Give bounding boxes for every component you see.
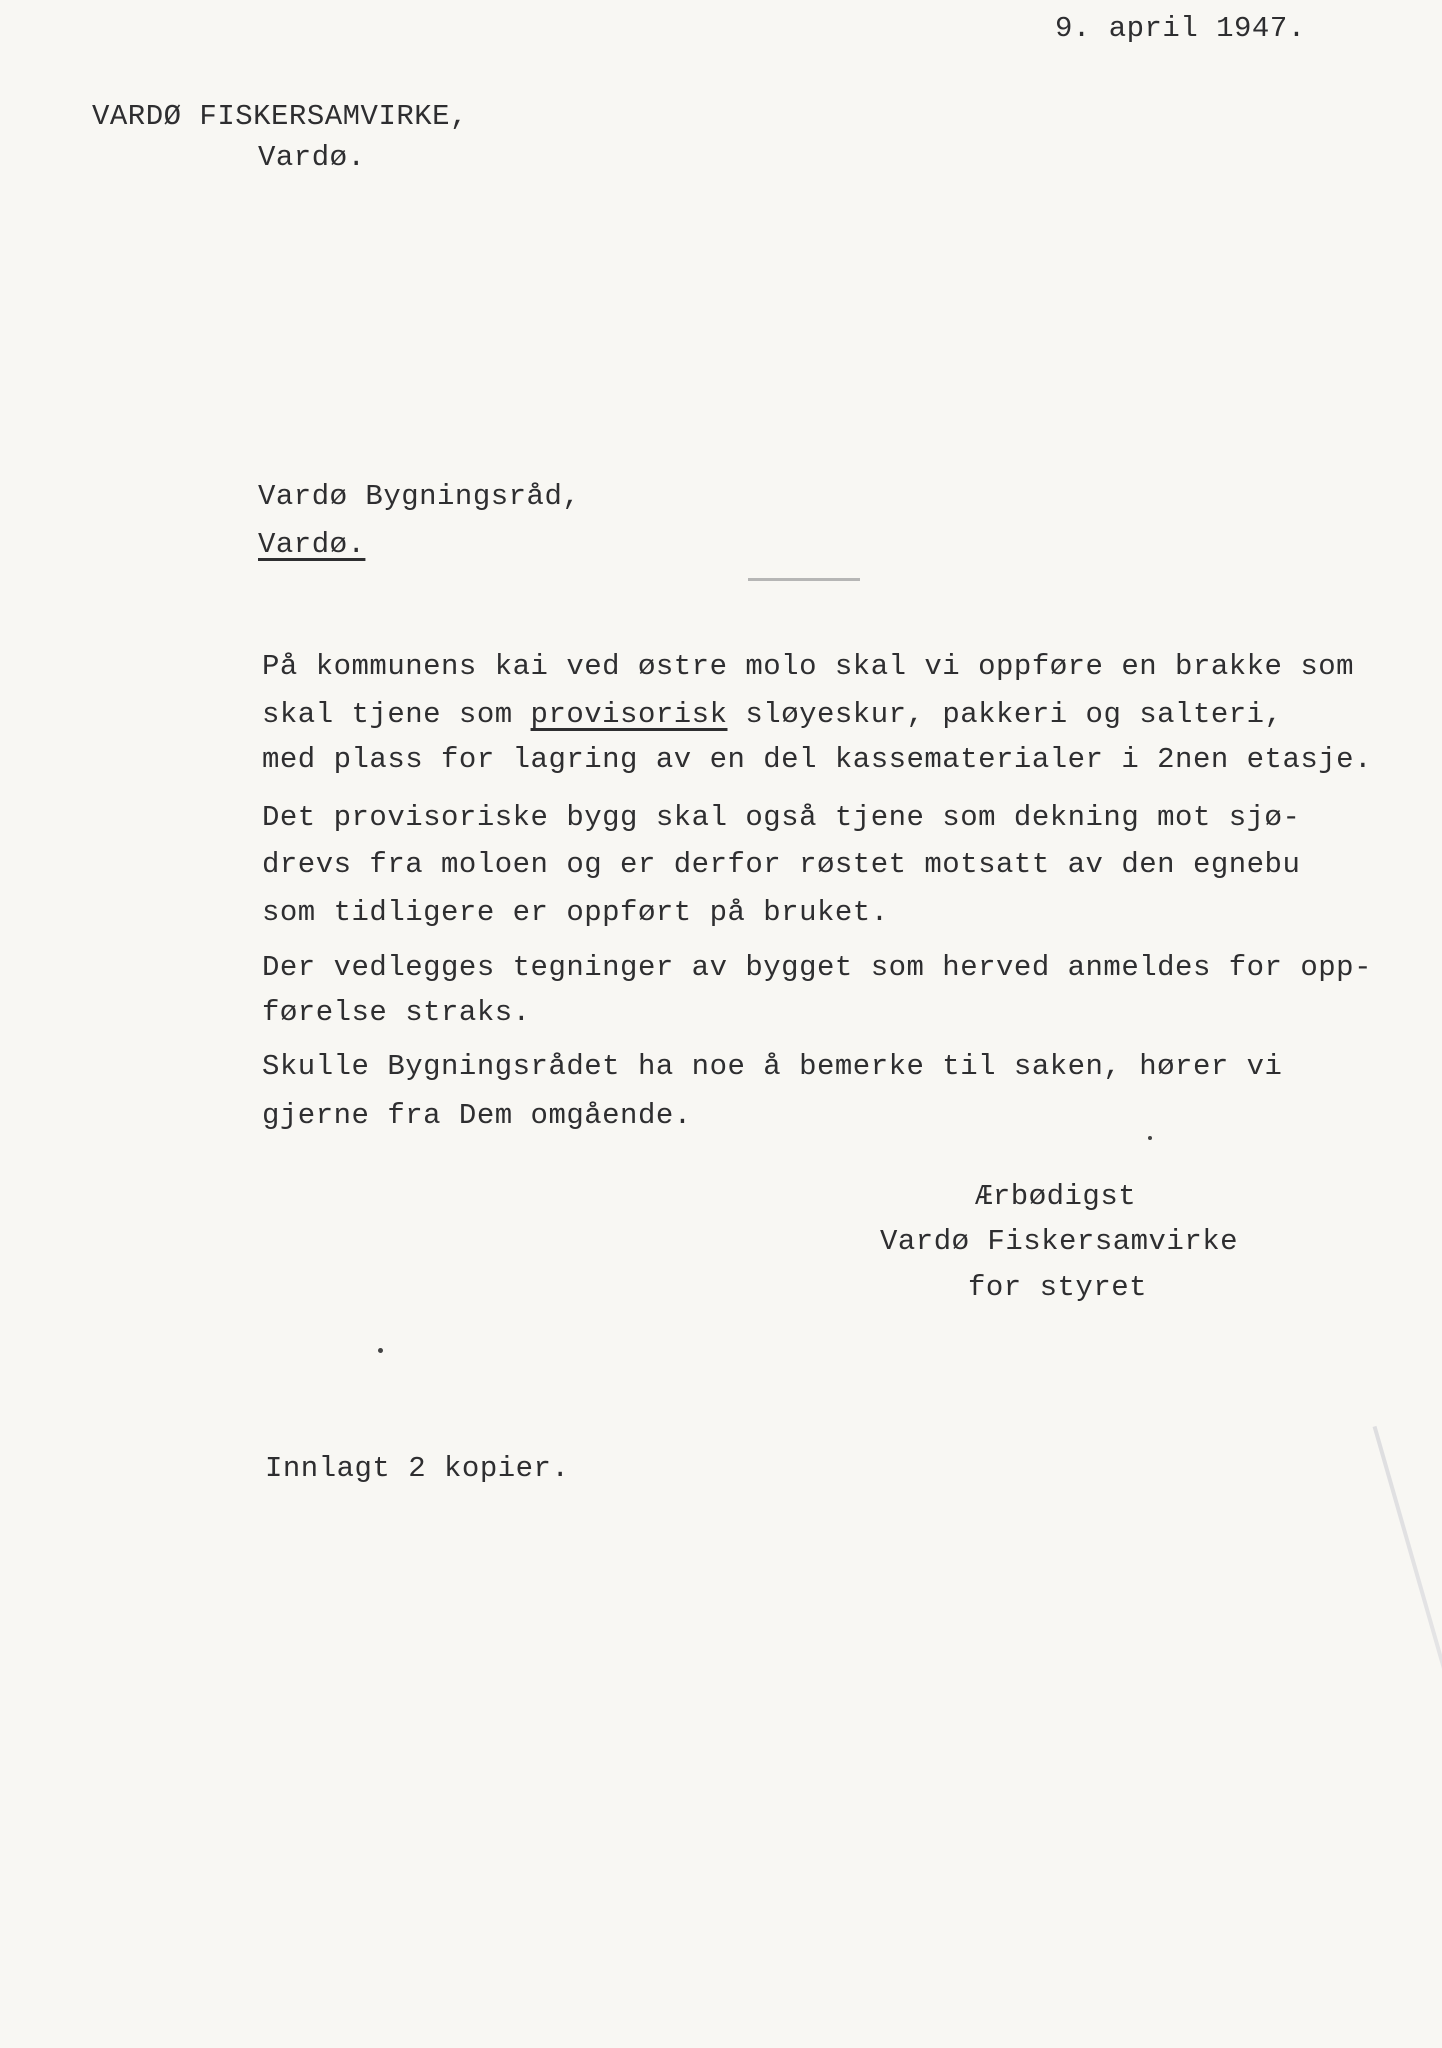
body-line-prefix: skal tjene som: [262, 698, 531, 731]
recipient-name: Vardø Bygningsråd,: [258, 480, 581, 513]
body-line: På kommunens kai ved østre molo skal vi oppføre en brakke som: [262, 650, 1355, 683]
body-line: drevs fra moloen og er derfor røstet motsatt av den egnebu: [262, 848, 1301, 881]
closing-capacity: for styret: [968, 1271, 1148, 1304]
body-line: Det provisoriske bygg skal også tjene som dekning mot sjø-: [262, 801, 1301, 834]
paper-speck: [378, 1348, 383, 1353]
body-line: gjerne fra Dem omgående.: [262, 1099, 692, 1132]
typewriter-rule: [748, 578, 860, 581]
closing-organization: Vardø Fiskersamvirke: [880, 1225, 1239, 1258]
pencil-mark: [1373, 1426, 1442, 1744]
sender-name: VARDØ FISKERSAMVIRKE,: [92, 100, 468, 133]
recipient-place: Vardø.: [258, 528, 366, 561]
paper-speck: [1148, 1136, 1152, 1140]
body-line: Skulle Bygningsrådet ha noe å bemerke til saken, hører vi: [262, 1050, 1283, 1083]
letter-date: 9. april 1947.: [1055, 12, 1306, 45]
body-line: førelse straks.: [262, 996, 531, 1029]
body-line-emphasis: [262, 700, 1282, 729]
enclosure-note: Innlagt 2 kopier.: [265, 1452, 570, 1485]
body-line: med plass for lagring av en del kassematerialer i 2nen etasje.: [262, 743, 1372, 776]
body-line-suffix: sløyeskur, pakkeri og salteri,: [727, 698, 1283, 731]
sender-place: Vardø.: [258, 141, 366, 174]
underlined-word: provisorisk: [530, 698, 728, 731]
closing-salutation: Ærbødigst: [975, 1180, 1137, 1213]
body-line: som tidligere er oppført på bruket.: [262, 896, 889, 929]
body-line: Der vedlegges tegninger av bygget som herved anmeldes for opp-: [262, 951, 1372, 984]
